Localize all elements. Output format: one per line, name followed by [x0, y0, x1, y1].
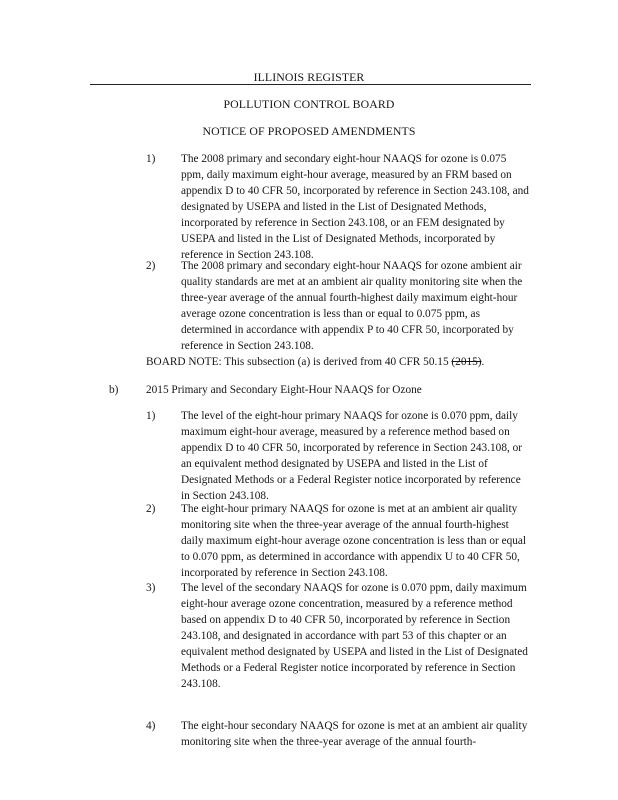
board-note	[146, 354, 484, 370]
paragraph: The 2008 primary and secondary eight-hour NAAQS for ozone is 0.075 ppm, daily maximum eight-hour average, measured by an FRM based on appendix D to 40 CFR 50, incorporated by reference in Section 243.108, and designated by USEPA and listed in the List of Designated Methods, incorporated by reference in Section 243.108, or an FEM designated by USEPA and listed in the List of Designated Methods, incorporated by reference in Section 243.108.	[181, 153, 529, 261]
item-number: 3)	[146, 582, 156, 594]
item-number: 2)	[146, 503, 156, 515]
board-note-text: BOARD NOTE: This subsection (a) is derived from 40 CFR 50.15	[146, 356, 452, 368]
register-title: ILLINOIS REGISTER	[253, 70, 365, 84]
paragraph: The 2008 primary and secondary eight-hour NAAQS for ozone ambient air quality standards are met at an ambient air quality monitoring site when the three-year average of the annual fourth-highest daily maximum eight-hour average ozone concentration is less than or equal to 0.075 ppm, as determined in accordance with appendix P to 40 CFR 50, incorporated by reference in Section 243.108.	[181, 260, 523, 352]
header-rule	[90, 84, 531, 85]
paragraph: The eight-hour primary NAAQS for ozone is met at an ambient air quality monitoring site when the three-year average of the annual fourth-highest daily maximum eight-hour average ozone concentration is less than or equal to 0.070 ppm, as determined in accordance with appendix U to 40 CFR 50, incorporated by reference in Section 243.108.	[181, 503, 527, 579]
notice-title: NOTICE OF PROPOSED AMENDMENTS	[202, 124, 416, 138]
board-name: POLLUTION CONTROL BOARD	[223, 97, 395, 111]
paragraph: The level of the eight-hour primary NAAQS for ozone is 0.070 ppm, daily maximum eight-hour average, measured by a reference method based on appendix D to 40 CFR 50, incorporated by reference in Section 243.108, or an equivalent method designated by USEPA and listed in the List of Designated Methods or a Federal Register notice incorporated by reference in Section 243.108.	[181, 410, 523, 502]
paragraph: The level of the secondary NAAQS for ozone is 0.070 ppm, daily maximum eight-hour average ozone concentration, measured by a reference method based on appendix D to 40 CFR 50, incorporated by reference in Section 243.108, and designated in accordance with part 53 of this chapter or an equivalent method designated by USEPA and listed in the List of Designated Methods or a Federal Register notice incorporated by reference in Section 243.108.	[181, 582, 528, 690]
board-note-end: .	[481, 356, 485, 368]
item-number: 1)	[146, 153, 156, 165]
paragraph: The eight-hour secondary NAAQS for ozone is met at an ambient air quality monitoring site when the three-year average of the annual fourth-	[181, 720, 528, 748]
item-number: 1)	[146, 410, 156, 422]
item-number: 2)	[146, 260, 156, 272]
section-title-text: 2015 Primary and Secondary Eight-Hour NAAQS for Ozone	[146, 384, 422, 396]
section-letter: b)	[109, 384, 119, 396]
board-note-struck: (2015)	[451, 356, 482, 368]
section-title	[146, 382, 426, 398]
item-number: 4)	[146, 720, 156, 732]
